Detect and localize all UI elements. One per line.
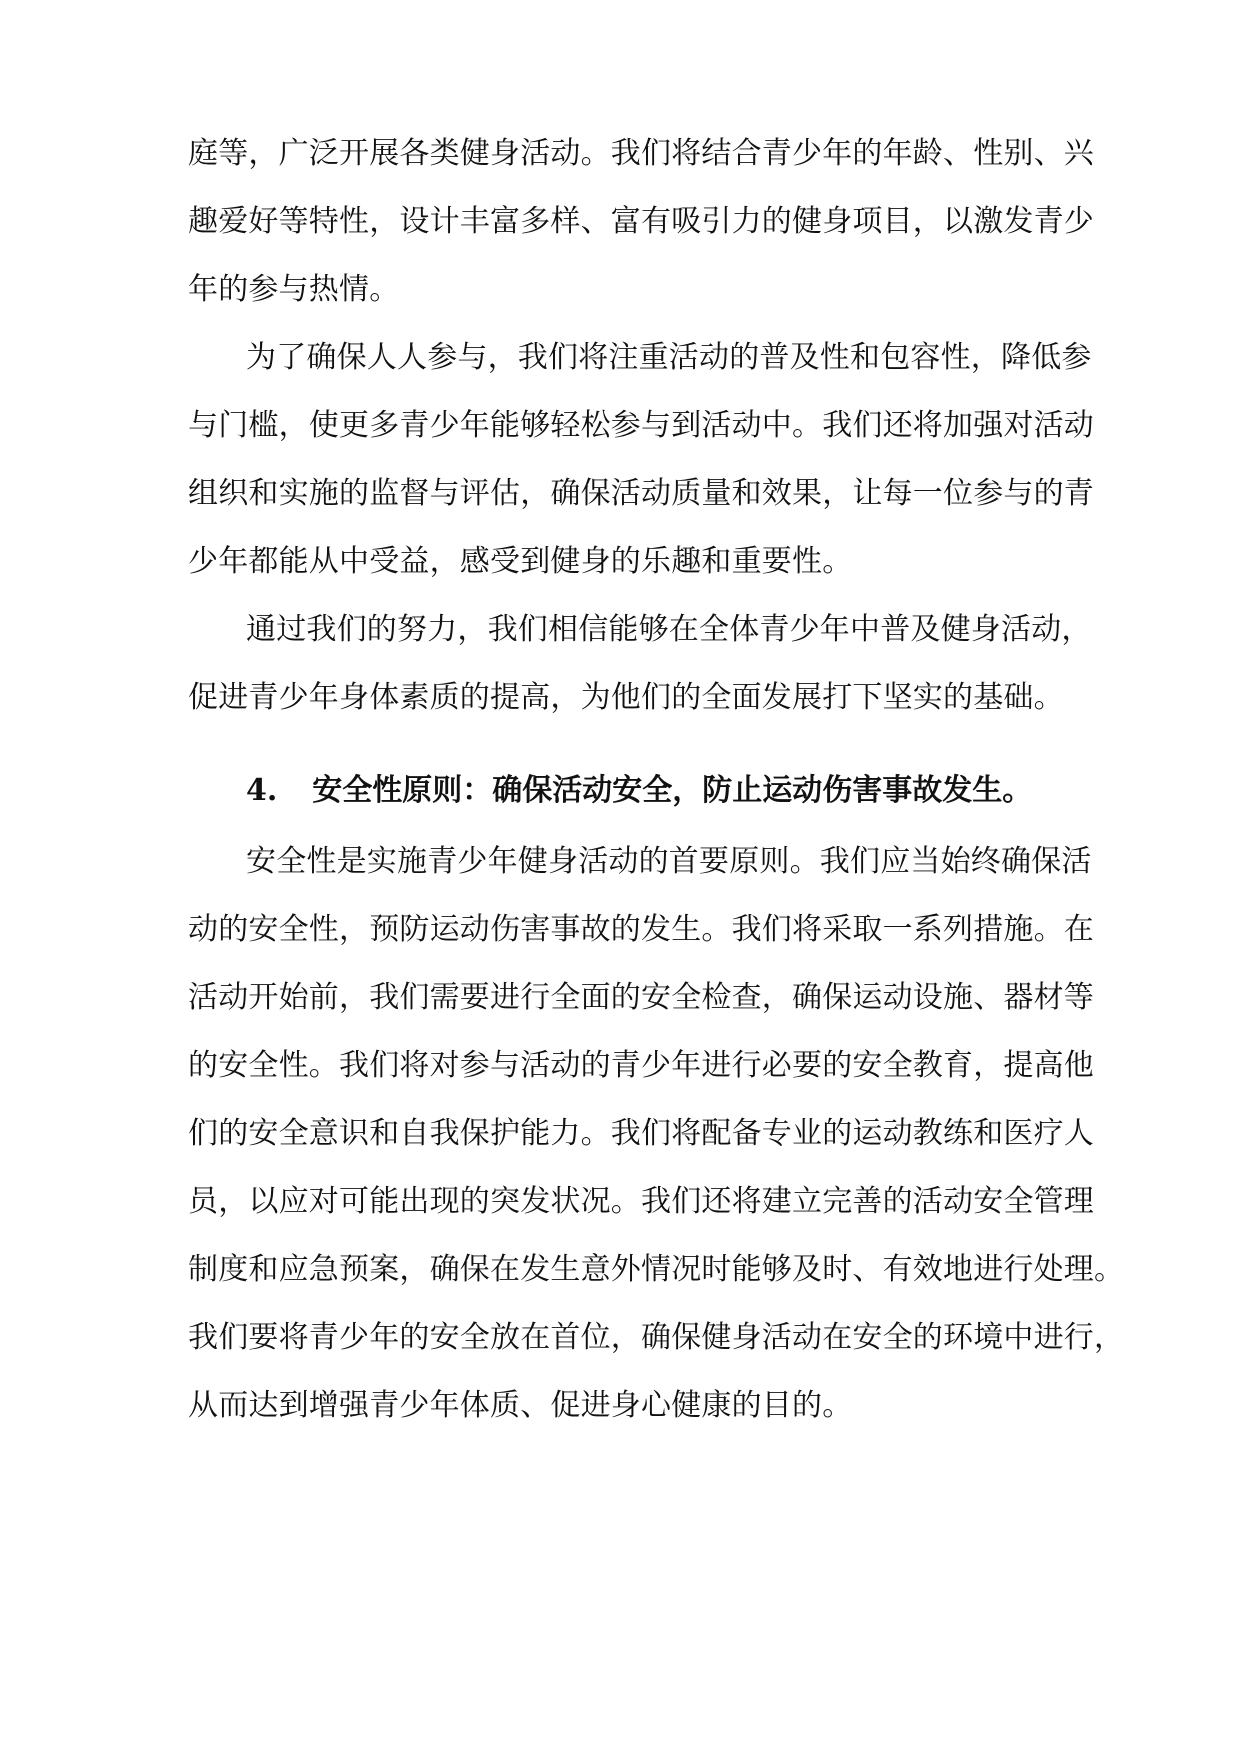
section-title: 安全性原则：确保活动安全，防止运动伤害事故发生。 [312, 773, 1033, 808]
text-line: 趣爱好等特性，设计丰富多样、富有吸引力的健身项目，以激发青少 [188, 204, 1094, 239]
text-line: 为了确保人人参与，我们将注重活动的普及性和包容性，降低参 [246, 340, 1092, 375]
text-line: 组织和实施的监督与评估，确保活动质量和效果，让每一位参与的青 [188, 476, 1094, 511]
section-heading [246, 771, 1058, 811]
text-line: 安全性是实施青少年健身活动的首要原则。我们应当始终确保活 [246, 844, 1092, 879]
text-line: 制度和应急预案，确保在发生意外情况时能够及时、有效地进行处理。 [188, 1252, 1125, 1287]
text-line: 动的安全性，预防运动伤害事故的发生。我们将采取一系列措施。在 [188, 912, 1094, 947]
text-line: 员，以应对可能出现的突发状况。我们还将建立完善的活动安全管理 [188, 1184, 1094, 1219]
text-line: 我们要将青少年的安全放在首位，确保健身活动在安全的环境中进行， [188, 1320, 1125, 1355]
text-line: 的安全性。我们将对参与活动的青少年进行必要的安全教育，提高他 [188, 1048, 1094, 1083]
text-line: 少年都能从中受益，感受到健身的乐趣和重要性。 [188, 544, 853, 579]
text-line: 从而达到增强青少年体质、促进身心健康的目的。 [188, 1388, 853, 1423]
section-number: 4. [246, 773, 278, 808]
text-line: 年的参与热情。 [188, 272, 400, 307]
text-line: 庭等，广泛开展各类健身活动。我们将结合青少年的年龄、性别、兴 [188, 136, 1094, 171]
text-line: 促进青少年身体素质的提高，为他们的全面发展打下坚实的基础。 [188, 680, 1064, 715]
text-line: 通过我们的努力，我们相信能够在全体青少年中普及健身活动， [246, 612, 1092, 647]
text-line: 与门槛，使更多青少年能够轻松参与到活动中。我们还将加强对活动 [188, 408, 1094, 443]
text-line: 活动开始前，我们需要进行全面的安全检查，确保运动设施、器材等 [188, 980, 1094, 1015]
text-line: 们的安全意识和自我保护能力。我们将配备专业的运动教练和医疗人 [188, 1116, 1094, 1151]
